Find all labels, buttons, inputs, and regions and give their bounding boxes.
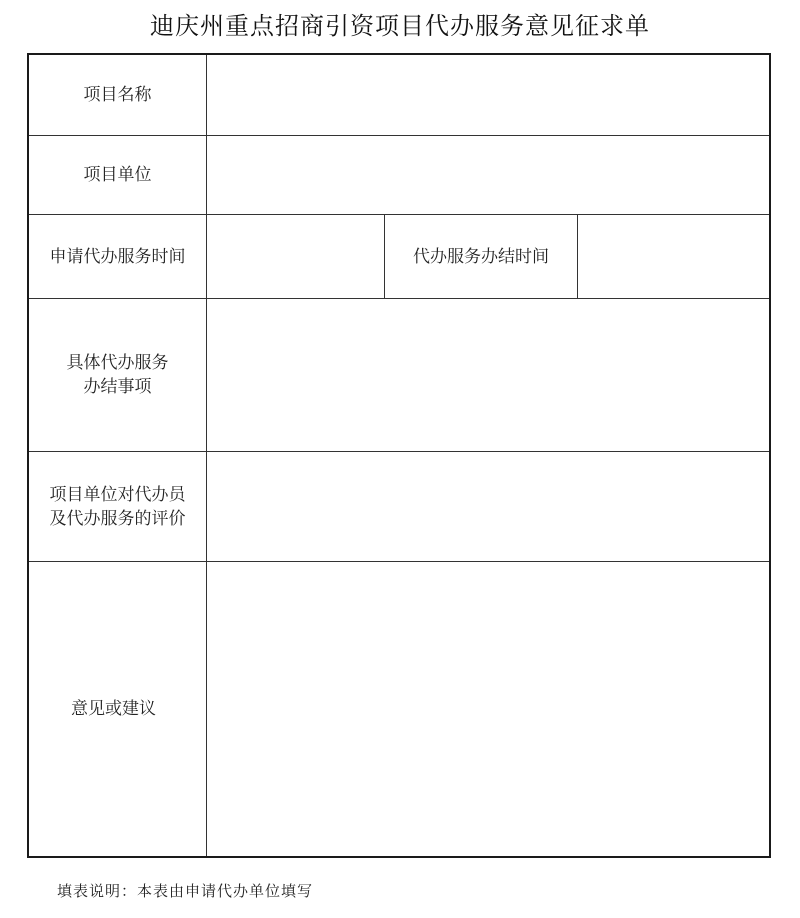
project-name-label: 项目名称	[29, 55, 207, 135]
row-service-times	[29, 215, 769, 299]
row-suggestions	[29, 562, 769, 856]
suggestions-label: 意见或建议	[29, 562, 207, 856]
apply-time-field[interactable]	[207, 215, 385, 298]
feedback-form-table	[27, 53, 771, 858]
evaluation-label	[29, 452, 207, 561]
project-unit-field[interactable]	[207, 136, 769, 214]
row-project-name	[29, 55, 769, 136]
evaluation-label-line1: 项目单位对代办员	[49, 484, 186, 505]
specific-items-field[interactable]	[207, 299, 769, 451]
finish-time-field[interactable]	[578, 215, 769, 298]
apply-time-label: 申请代办服务时间	[29, 215, 207, 298]
row-project-unit	[29, 136, 769, 215]
footer-note: 填表说明：本表由申请代办单位填写	[57, 882, 314, 900]
project-unit-label: 项目单位	[29, 136, 207, 214]
specific-items-label	[29, 299, 207, 451]
row-evaluation	[29, 452, 769, 562]
evaluation-label-line2: 及代办服务的评价	[49, 508, 186, 529]
evaluation-field[interactable]	[207, 452, 769, 561]
row-specific-items	[29, 299, 769, 452]
form-title: 迪庆州重点招商引资项目代办服务意见征求单	[150, 12, 650, 40]
suggestions-field[interactable]	[207, 562, 769, 856]
specific-items-label-line2: 办结事项	[83, 377, 152, 397]
project-name-field[interactable]	[207, 55, 769, 135]
finish-time-label: 代办服务办结时间	[385, 215, 578, 298]
specific-items-label-line1: 具体代办服务	[66, 353, 169, 373]
